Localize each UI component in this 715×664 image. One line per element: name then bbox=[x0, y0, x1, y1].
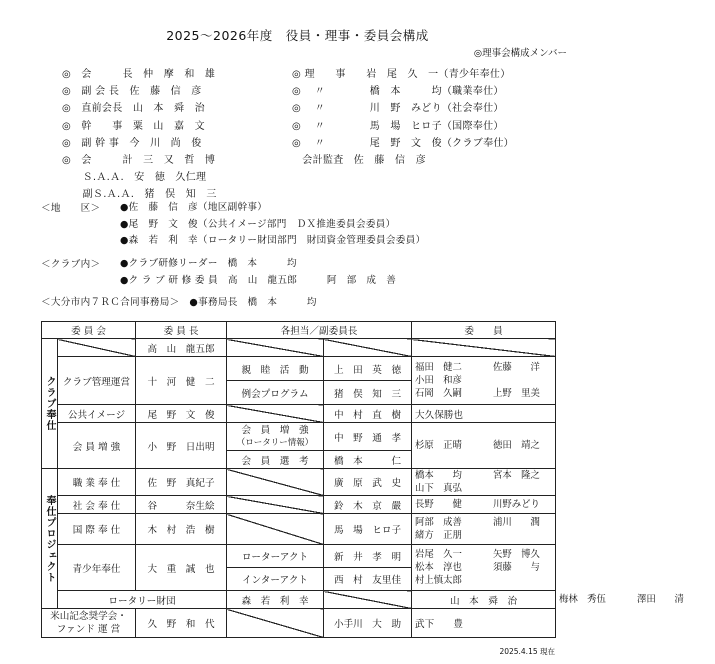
members-cell: 阿部 成善 浦川 潤 緒方 正朋 bbox=[412, 514, 556, 545]
director-line: ◎ 〃 川 野 みどり（社会奉仕） bbox=[292, 103, 504, 115]
empty-cell bbox=[227, 469, 324, 496]
legend-note: ◎理事会構成メンバー bbox=[473, 48, 567, 59]
chair-cell: 木 村 浩 樹 bbox=[136, 514, 227, 545]
director-line: 会計監査 佐 藤 信 彦 bbox=[292, 155, 426, 167]
table-row bbox=[42, 423, 556, 451]
task-cell: 親 睦 活 動 bbox=[227, 357, 324, 381]
vice-cell: 山 本 舜 治 bbox=[412, 591, 556, 609]
task-cell: 例会プログラム bbox=[227, 381, 324, 405]
vice-cell: 馬 場 ヒロ子 bbox=[324, 514, 412, 545]
table-row bbox=[42, 357, 556, 381]
members-cell: 長野 健 川野みどり bbox=[412, 496, 556, 514]
table-row bbox=[42, 469, 556, 496]
vice-cell: 西 村 友里佳 bbox=[324, 568, 412, 591]
table-row: ロータリー財団 森 若 利 幸 山 本 舜 治 梅林 秀伍 澤田 清 bbox=[42, 591, 556, 609]
category-club-service: クラブ奉仕 bbox=[42, 339, 58, 469]
officers-left bbox=[62, 66, 217, 204]
vice-cell: 小手川 大 助 bbox=[324, 609, 412, 638]
chair-cell: 尾 野 文 俊 bbox=[136, 405, 227, 423]
vice-cell: 鈴 木 京 嚴 bbox=[324, 496, 412, 514]
empty-cell bbox=[227, 496, 324, 514]
officer-line: ◎ 直前会長 山 本 舜 治 bbox=[62, 103, 205, 115]
header-vice: 各担当／副委員長 bbox=[227, 322, 412, 339]
members-cell: 岩尾 久一 矢野 博久 松本 淳也 須藤 与 村上慎太郎 bbox=[412, 545, 556, 591]
table-header-row bbox=[42, 322, 556, 339]
director-line: ◎ 〃 馬 場 ヒロ子（国際奉仕） bbox=[292, 120, 504, 132]
officer-line: ◎ 会 長 仲 摩 和 雄 bbox=[62, 69, 216, 80]
committee-table bbox=[41, 321, 684, 638]
officer-line: ◎ 幹 事 粟 山 嘉 文 bbox=[62, 120, 205, 132]
empty-cell bbox=[227, 339, 324, 357]
empty-cell bbox=[324, 591, 412, 609]
chair-cell: 久 野 和 代 bbox=[136, 609, 227, 638]
table-row bbox=[42, 609, 556, 638]
page-title: 2025〜2026年度 役員・理事・委員会構成 bbox=[166, 28, 429, 43]
vice-cell: 新 井 孝 明 bbox=[324, 545, 412, 568]
task-cell: ローターアクト bbox=[227, 545, 324, 568]
district-label: ＜地 区＞ bbox=[41, 203, 101, 214]
chair-cell: 佐 野 真紀子 bbox=[136, 469, 227, 496]
chair-cell: 小 野 日出明 bbox=[136, 423, 227, 469]
empty-cell bbox=[58, 339, 136, 357]
officer-line: ◎ 副 会 長 佐 藤 信 彦 bbox=[62, 86, 202, 98]
chair-cell: 大 重 誠 也 bbox=[136, 545, 227, 591]
club-list bbox=[120, 256, 396, 289]
district-line: ●佐 藤 信 彦（地区副幹事） bbox=[120, 202, 268, 213]
district-line: ●森 若 利 幸（ロータリー財団部門 財団資金管理委員会委員） bbox=[120, 235, 426, 246]
district-list bbox=[120, 200, 425, 250]
committee-name: 国 際 奉 仕 bbox=[58, 514, 136, 545]
committee-name: 職 業 奉 仕 bbox=[58, 469, 136, 496]
officer-line: ◎ 副 幹 事 今 川 尚 俊 bbox=[62, 137, 202, 149]
club-label: ＜クラブ内＞ bbox=[41, 259, 101, 270]
chair-cell: 十 河 健 二 bbox=[136, 357, 227, 405]
vice-cell: 猪 俣 知 三 bbox=[324, 381, 412, 405]
committee-name: 青少年奉仕 bbox=[58, 545, 136, 591]
header-members: 委 員 bbox=[412, 322, 556, 339]
members-cell: 杉原 正晴 徳田 靖之 bbox=[412, 423, 556, 469]
committee-name: 公共イメージ bbox=[58, 405, 136, 423]
chair-cell: 高 山 龍五郎 bbox=[136, 339, 227, 357]
vice-cell: 上 田 英 徳 bbox=[324, 357, 412, 381]
committee-name: クラブ管理運営 bbox=[58, 357, 136, 405]
committee-name: ロータリー財団 bbox=[58, 591, 227, 609]
committee-name: 社 会 奉 仕 bbox=[58, 496, 136, 514]
header-chair: 委 員 長 bbox=[136, 322, 227, 339]
committee-name: 会 員 増 強 bbox=[58, 423, 136, 469]
members-cell: 武下 豊 bbox=[412, 609, 556, 638]
category-service-project: 奉仕プロジェクト bbox=[42, 469, 58, 609]
club-line: ●ク ラ ブ 研 修 委 員 高 山 龍五郎 阿 部 成 善 bbox=[120, 274, 397, 286]
director-line: ◎ 〃 尾 野 文 俊（クラブ奉仕） bbox=[292, 137, 514, 149]
empty-cell bbox=[227, 405, 324, 423]
office-line: ＜大分市内７ＲＣ合同事務局＞ ●事務局長 橋 本 均 bbox=[41, 297, 317, 308]
officer-line: ◎ 会 計 三 又 哲 博 bbox=[62, 155, 216, 167]
date-note: 2025.4.15 現在 bbox=[499, 647, 555, 656]
empty-cell bbox=[324, 339, 412, 357]
members-cell: 大久保勝也 bbox=[412, 405, 556, 423]
task-cell: インターアクト bbox=[227, 568, 324, 591]
header-committee: 委 員 会 bbox=[42, 322, 136, 339]
table-row bbox=[42, 545, 556, 568]
empty-cell bbox=[412, 339, 556, 357]
committee-name: 米山記念奨学会・ ファンド 運 営 bbox=[42, 609, 136, 638]
members-cell: 橋本 均 宮本 隆之 山下 真弘 bbox=[412, 469, 556, 496]
task-cell: 会 員 選 考 bbox=[227, 451, 324, 469]
table-row bbox=[42, 514, 556, 545]
empty-cell bbox=[227, 514, 324, 545]
officer-line: 副Ｓ.Ａ.Ａ. 猪 俣 知 三 bbox=[62, 189, 217, 201]
vice-cell: 中 村 直 樹 bbox=[324, 405, 412, 423]
empty-cell bbox=[227, 609, 324, 638]
director-line: ◎ 理 事 岩 尾 久 一（青少年奉仕） bbox=[292, 69, 511, 80]
club-line: ●クラブ研修リーダー 橋 本 均 bbox=[120, 258, 297, 269]
chair-cell: 森 若 利 幸 bbox=[227, 591, 324, 609]
director-line: ◎ 〃 橋 本 均（職業奉仕） bbox=[292, 86, 504, 98]
table-row bbox=[42, 496, 556, 514]
table-row bbox=[42, 405, 556, 423]
table-row bbox=[42, 339, 556, 357]
vice-cell: 中 野 通 孝 bbox=[324, 423, 412, 451]
vice-cell: 廣 原 武 史 bbox=[324, 469, 412, 496]
vice-cell: 橋 本 仁 bbox=[324, 451, 412, 469]
officer-line: Ｓ.Ａ.Ａ. 安 徳 久仁理 bbox=[62, 172, 207, 184]
chair-cell: 谷 奈生絵 bbox=[136, 496, 227, 514]
task-cell: 会 員 増 強 （ロータリー情報） bbox=[227, 423, 324, 451]
members-cell: 福田 健二 佐藤 洋 小田 和彦 石岡 久嗣 上野 里美 bbox=[412, 357, 556, 405]
district-line: ●尾 野 文 俊（公共イメージ部門 ＤＸ推進委員会委員） bbox=[120, 218, 396, 230]
officers-right bbox=[292, 66, 514, 169]
